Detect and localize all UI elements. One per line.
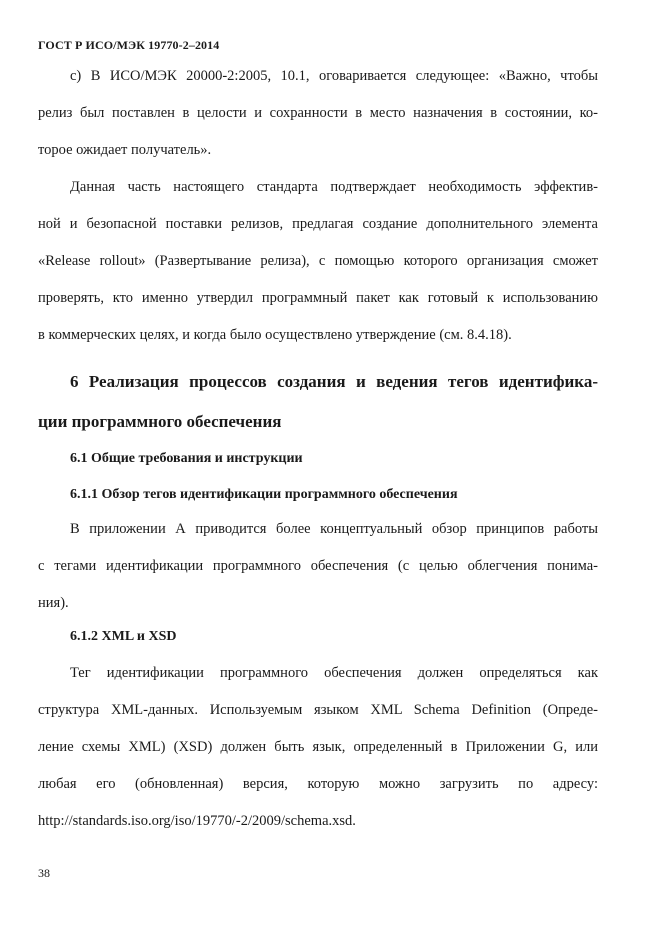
url-line: http://standards.iso.org/iso/19770/-2/2009/schema.xsd. xyxy=(38,813,356,829)
text-line: В приложении А приводится более концептуальный обзор принципов работы xyxy=(70,521,598,537)
text-line: c) В ИСО/МЭК 20000-2:2005, 10.1, оговаривается следующее: «Важно, чтобы xyxy=(70,68,598,84)
text-line: ной и безопасной поставки релизов, предлагая создание дополнительного элемента xyxy=(38,216,598,232)
document-header: ГОСТ Р ИСО/МЭК 19770-2–2014 xyxy=(38,38,220,52)
text-line: с тегами идентификации программного обеспечения (с целью облегчения понима- xyxy=(38,558,598,574)
heading-line: ции программного обеспечения xyxy=(38,412,282,431)
heading-line: 6 Реализация процессов создания и ведения тегов идентифика- xyxy=(70,372,598,391)
section-6-1-2-heading: 6.1.2 XML и XSD xyxy=(70,629,177,644)
page-number: 38 xyxy=(38,866,50,880)
section-6-1-1-heading: 6.1.1 Обзор тегов идентификации программного обеспечения xyxy=(70,487,458,502)
text-line: торое ожидает получатель». xyxy=(38,142,212,158)
text-line: любая его (обновленная) версия, которую можно загрузить по адресу: xyxy=(38,776,598,792)
text-line: ния). xyxy=(38,595,69,611)
text-line: в коммерческих целях, и когда было осуществлено утверждение (см. 8.4.18). xyxy=(38,327,512,343)
text-line: Данная часть настоящего стандарта подтверждает необходимость эффектив- xyxy=(70,179,598,195)
text-line: структура XML-данных. Используемым языком XML Schema Definition (Опреде- xyxy=(38,702,598,718)
text-line: релиз был поставлен в целости и сохранности в место назначения в состоянии, ко- xyxy=(38,105,598,121)
text-line: ление схемы XML) (XSD) должен быть язык, определенный в Приложении G, или xyxy=(38,739,598,755)
text-line: «Release rollout» (Развертывание релиза), с помощью которого организация сможет xyxy=(38,253,598,269)
text-line: Тег идентификации программного обеспечения должен определяться как xyxy=(70,665,598,681)
section-6-1-heading: 6.1 Общие требования и инструкции xyxy=(70,451,303,466)
text-line: проверять, кто именно утвердил программный пакет как готовый к использованию xyxy=(38,290,598,306)
